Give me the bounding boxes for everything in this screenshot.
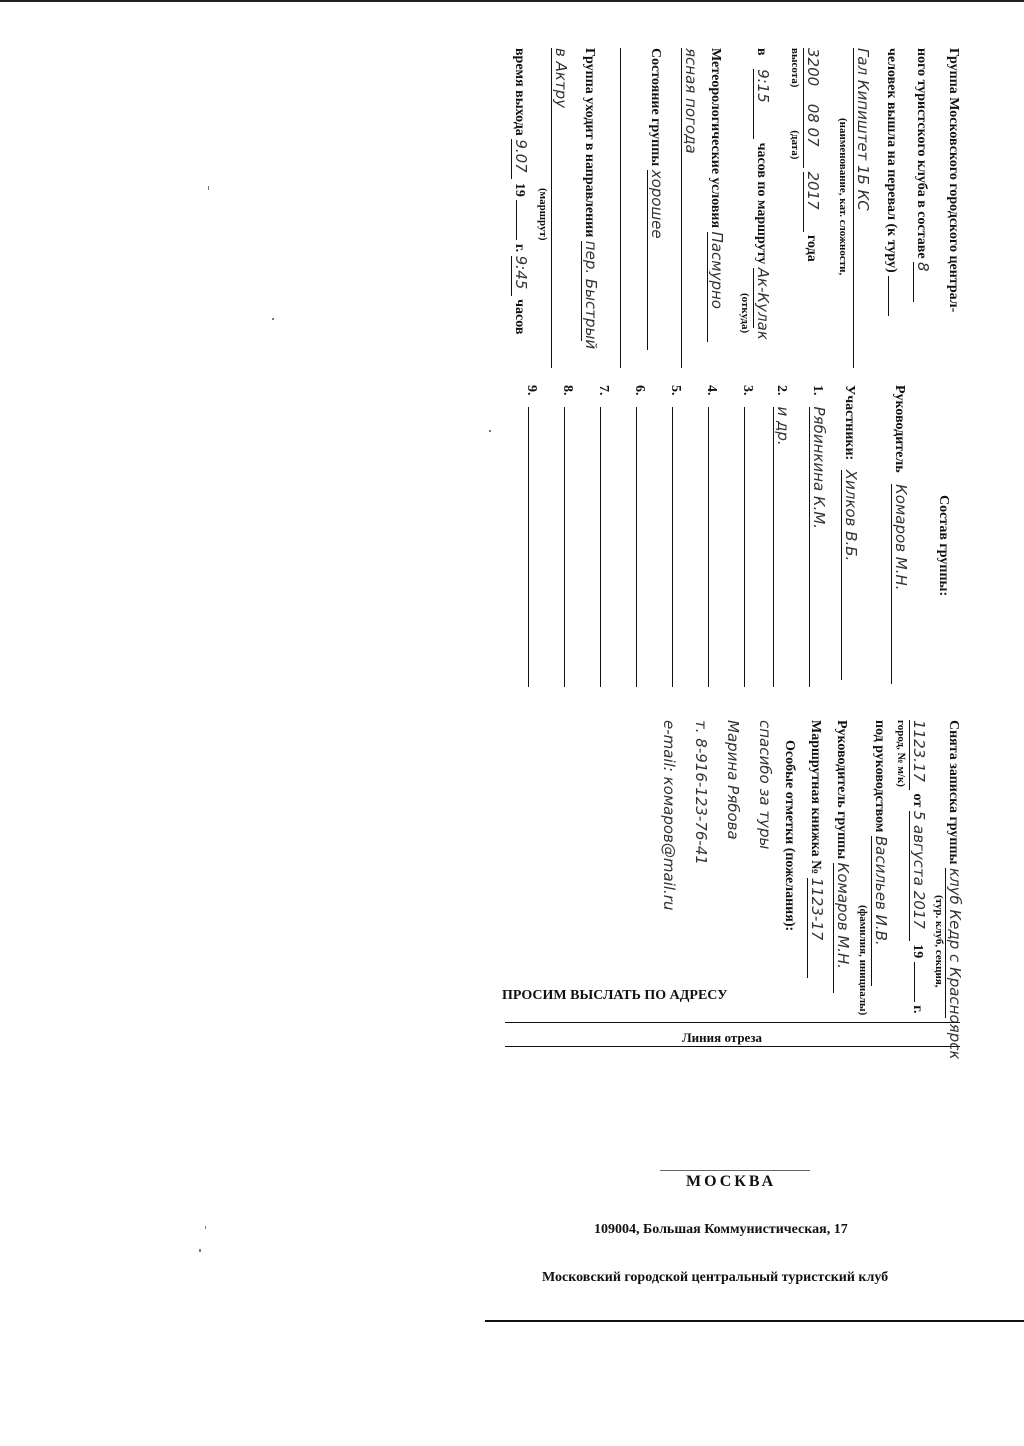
state-value: хорошее xyxy=(648,169,666,239)
meteo-value: Пасмурно xyxy=(708,231,726,309)
member-4: 4. xyxy=(704,385,718,687)
under-leadership-row: под руководством Васильев И.В. xyxy=(871,720,888,986)
scan-speck xyxy=(199,1249,201,1252)
route-book-row: Маршрутная книжка № 1123-17 xyxy=(807,720,824,978)
route-label: (маршрут) xyxy=(537,188,549,241)
note-taken-row: Снята записка группы клуб Кедр с Красноярск xyxy=(946,720,964,1060)
exit-date-value: 9.07 xyxy=(512,139,530,173)
leader-row: Руководитель Комаров М.Н. xyxy=(891,385,908,684)
state-row: Состояние группы хорошее xyxy=(647,48,664,350)
address-city-rule xyxy=(660,1170,810,1171)
address-bottom-rule xyxy=(485,1320,1024,1322)
direction-row2 xyxy=(551,48,568,368)
cut-line-top-rule xyxy=(505,1022,960,1023)
member-8: 8. xyxy=(560,385,574,687)
pass-name-value: Гал Кипиштет 1Б КС xyxy=(854,48,872,211)
route-book-value: 1123-17 xyxy=(808,877,826,941)
scan-speck xyxy=(489,430,491,432)
group-size-value: 8 xyxy=(914,262,932,272)
date-value: 08 07 xyxy=(804,103,822,147)
club-value: клуб Кедр с Красноярск xyxy=(946,867,964,1060)
left-form-line4 xyxy=(853,48,870,368)
meteo-value2: ясная погода xyxy=(682,48,700,154)
direction-value2: в Актру xyxy=(552,48,570,109)
start-time-value: 9:15 xyxy=(754,69,772,103)
cut-line-label: Линия отреза xyxy=(682,1030,763,1045)
members-value: Хилков В.Б. xyxy=(842,469,860,562)
members-row: Участники: Хилков В.Б. xyxy=(841,385,858,680)
year-value: 2017 xyxy=(804,171,822,210)
cut-line-rule xyxy=(505,1046,960,1047)
group-title: Состав группы: xyxy=(936,495,951,597)
exit-row: время выхода 9.07 19 г. 9:45 часов xyxy=(512,48,530,335)
book-number-value: 1123.17 xyxy=(910,720,928,783)
address-city: МОСКВА xyxy=(686,1173,777,1190)
left-form-panel xyxy=(505,48,960,388)
left-form-line1: Группа Московского городского централ- xyxy=(946,48,961,313)
exit-time-value: 9:45 xyxy=(512,255,530,290)
meteo-row2 xyxy=(681,48,698,368)
member-5: 5. xyxy=(668,385,682,687)
note-line-2: Марина Рябова xyxy=(724,720,742,840)
book-number-label: город, № м/к) xyxy=(895,720,907,787)
address-club: Московский городской центральный туристский клуб xyxy=(542,1270,889,1285)
book-number-row: 1123.17 от 5 августа 2017 19 г. xyxy=(910,720,928,1014)
member-9: 9. xyxy=(524,385,538,687)
middle-form-panel xyxy=(505,385,950,705)
left-form-line5-label: (наименование, кат. сложности, xyxy=(837,118,849,276)
group-leader-row: Руководитель группы Комаров М.Н. xyxy=(833,720,850,993)
left-form-line3: человек вышла на перевал (к туру) xyxy=(884,48,898,316)
under-leadership-label: (фамилия, инициалы) xyxy=(857,905,869,1016)
send-to-address: ПРОСИМ ВЫСЛАТЬ ПО АДРЕСУ xyxy=(502,988,728,1003)
state-row2 xyxy=(616,48,630,368)
direction-value: пер. Быстрый xyxy=(582,240,600,350)
note-taken-label: (тур. клуб, секция, xyxy=(933,895,945,988)
left-form-line6-label: высота) (дата) xyxy=(789,48,801,160)
member-1: 1. Рябинкина К.М. xyxy=(809,385,826,687)
left-form-line2: ного туристского клуба в составе 8 xyxy=(913,48,930,302)
address-street: 109004, Большая Коммунистическая, 17 xyxy=(594,1222,848,1237)
scan-speck xyxy=(205,1226,206,1229)
member-7: 7. xyxy=(596,385,610,687)
note-line-3: т. 8-916-123-76-41 xyxy=(692,720,710,865)
left-form-line7-label: (откуда) xyxy=(739,293,751,334)
prev-leader-value: Васильев И.В. xyxy=(872,835,890,946)
leader-value: Комаров М.Н. xyxy=(892,484,910,591)
group-leader-value: Комаров М.Н. xyxy=(834,862,852,970)
left-form-line7: в 9:15 часов по маршруту Ак-Кулак xyxy=(754,48,772,340)
height-value: 3200 xyxy=(804,48,822,87)
scan-speck xyxy=(208,186,209,190)
direction-row: Группа уходит в направлении пер. Быстрый xyxy=(582,48,600,350)
member-6: 6. xyxy=(632,385,646,687)
meteo-row: Метеорологические условия Пасмурно xyxy=(707,48,724,342)
notes-title: Особые отметки (пожелания): xyxy=(782,740,797,932)
scan-speck xyxy=(272,318,274,320)
member-2: 2. и др. xyxy=(773,385,790,687)
member-3: 3. xyxy=(740,385,754,687)
left-form-line6: 3200 08 07 2017 года xyxy=(804,48,822,262)
right-form-panel xyxy=(505,720,964,1060)
route-from-value: Ак-Кулак xyxy=(754,267,772,340)
scan-top-edge xyxy=(0,0,1024,2)
note-date-value: 5 августа 2017 xyxy=(910,810,928,929)
note-line-4: e-mail: комаров@mail.ru xyxy=(660,720,678,911)
note-line-1: спасибо за туры xyxy=(756,720,774,850)
